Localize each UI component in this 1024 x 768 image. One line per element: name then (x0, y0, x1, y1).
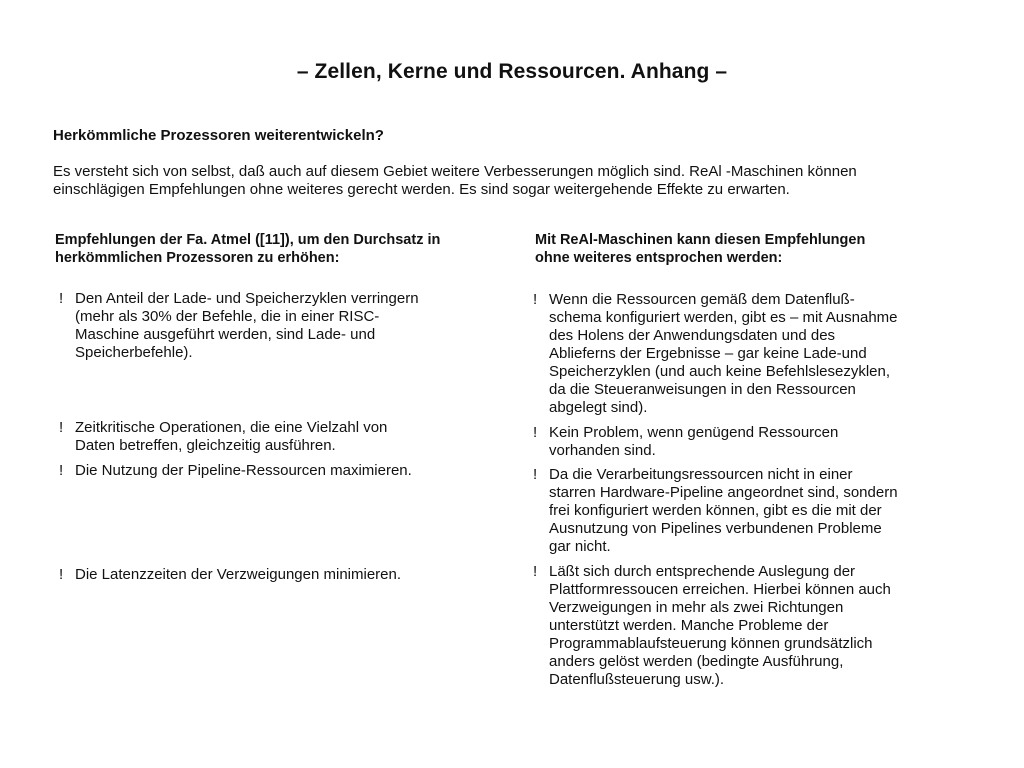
item-line: Kein Problem, wenn genügend Ressourcen (549, 424, 839, 441)
item-line: (mehr als 30% der Befehle, die in einer RISC- (75, 308, 380, 325)
item-line: Maschine ausgeführt werden, sind Lade- und (75, 326, 376, 343)
bullet-icon: ! (59, 566, 64, 583)
bullet-icon: ! (59, 462, 64, 479)
left-heading-line: Empfehlungen der Fa. Atmel ([11]), um den Durchsatz in (55, 232, 441, 248)
intro-paragraph (53, 163, 993, 199)
item-line: frei konfiguriert werden können, gibt es die mit der (549, 502, 882, 519)
item-line: Datenflußsteuerung usw.). (549, 671, 725, 688)
page-title: – Zellen, Kerne und Ressourcen. Anhang – (296, 60, 728, 83)
left-list-item (59, 462, 412, 480)
item-line: Daten betreffen, gleichzeitig ausführen. (75, 437, 336, 454)
item-line: Die Nutzung der Pipeline-Ressourcen maximieren. (75, 462, 412, 479)
item-line: Den Anteil der Lade- und Speicherzyklen verringern (75, 290, 419, 307)
right-list-item (533, 424, 838, 460)
right-heading-line: ohne weiteres entsprochen werden: (535, 250, 783, 266)
section-subheading: Herkömmliche Prozessoren weiterentwickeln? (53, 127, 384, 144)
item-line: starren Hardware-Pipeline angeordnet sind, sondern (549, 484, 898, 501)
right-list-item (533, 563, 891, 689)
right-column-heading (535, 231, 865, 267)
bullet-icon: ! (533, 563, 538, 580)
item-line: abgelegt sind). (549, 399, 648, 416)
item-line: Die Latenzzeiten der Verzweigungen minimieren. (75, 566, 402, 583)
item-line: gar nicht. (549, 538, 611, 555)
bullet-icon: ! (533, 291, 538, 308)
item-line: Da die Verarbeitungsressourcen nicht in einer (549, 466, 853, 483)
left-list-item (59, 566, 401, 584)
bullet-icon: ! (59, 290, 64, 307)
item-line: vorhanden sind. (549, 442, 656, 459)
left-list-item (59, 419, 387, 455)
intro-line: einschlägigen Empfehlungen ohne weiteres gerecht werden. Es sind sogar weitergehende Effekte zu erwarten. (53, 181, 790, 198)
intro-line: Es versteht sich von selbst, daß auch auf diesem Gebiet weitere Verbesserungen möglich sind. ReAl -Maschinen können (53, 163, 857, 180)
bullet-icon: ! (533, 424, 538, 441)
item-line: des Holens der Anwendungsdaten und des (549, 327, 836, 344)
item-line: Plattformressoucen erreichen. Hierbei können auch (549, 581, 891, 598)
bullet-icon: ! (59, 419, 64, 436)
left-heading-line: herkömmlichen Prozessoren zu erhöhen: (55, 250, 340, 266)
item-line: Ablieferns der Ergebnisse – gar keine Lade-und (549, 345, 867, 362)
bullet-icon: ! (533, 466, 538, 483)
left-column-heading (55, 231, 440, 267)
item-line: Programmablaufsteuerung können grundsätzlich (549, 635, 873, 652)
right-list-item (533, 291, 898, 417)
item-line: Speicherbefehle). (75, 344, 193, 361)
item-line: Zeitkritische Operationen, die eine Vielzahl von (75, 419, 388, 436)
item-line: Verzweigungen in mehr als zwei Richtungen (549, 599, 844, 616)
item-line: da die Steueranweisungen in den Ressourcen (549, 381, 856, 398)
left-list-item (59, 290, 419, 362)
right-heading-line: Mit ReAl-Maschinen kann diesen Empfehlungen (535, 232, 866, 248)
item-line: Wenn die Ressourcen gemäß dem Datenfluß- (549, 291, 855, 308)
item-line: Läßt sich durch entsprechende Auslegung der (549, 563, 856, 580)
item-line: unterstützt werden. Manche Probleme der (549, 617, 829, 634)
item-line: Ausnutzung von Pipelines verbundenen Probleme (549, 520, 882, 537)
right-list-item (533, 466, 898, 556)
item-line: anders gelöst werden (bedingte Ausführung, (549, 653, 844, 670)
item-line: schema konfiguriert werden, gibt es – mit Ausnahme (549, 309, 898, 326)
item-line: Speicherzyklen (und auch keine Befehlslesezyklen, (549, 363, 891, 380)
